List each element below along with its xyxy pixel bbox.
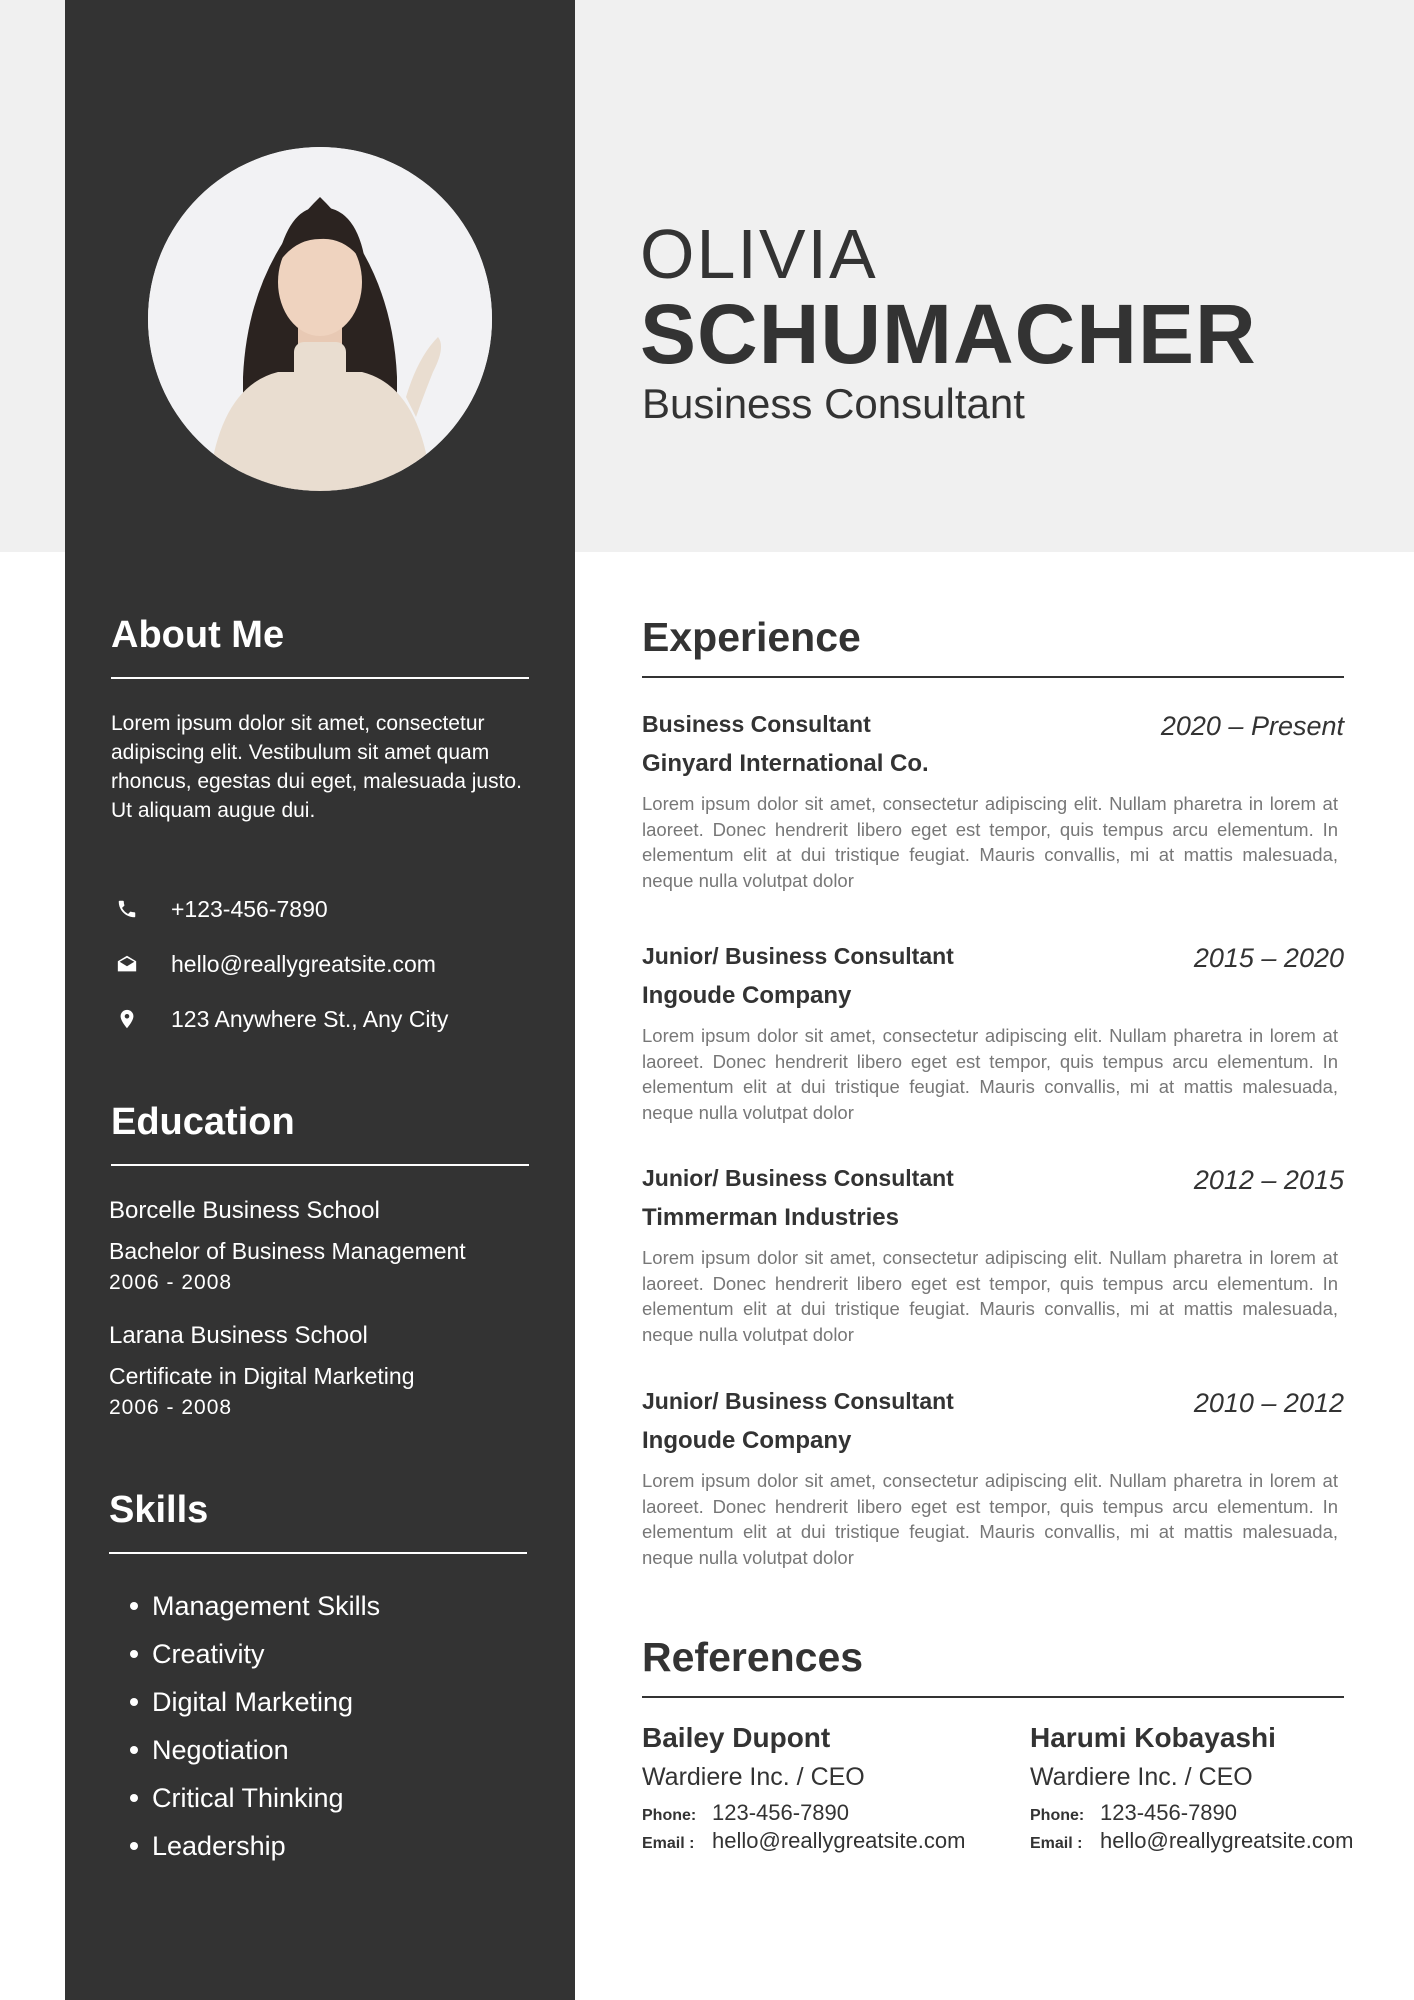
email-label: Email : xyxy=(642,1835,695,1852)
education-item xyxy=(109,1319,569,1423)
experience-date: 2012 – 2015 xyxy=(1193,1165,1344,1195)
education-school: Larana Business School xyxy=(109,1322,368,1349)
skill-label: Management Skills xyxy=(152,1591,381,1621)
about-heading: About Me xyxy=(111,614,285,656)
experience-role: Junior/ Business Consultant xyxy=(642,943,954,969)
education-heading: Education xyxy=(111,1101,295,1143)
references-heading: References xyxy=(642,1634,864,1680)
education-item xyxy=(109,1194,569,1298)
list-item xyxy=(130,1678,380,1726)
list-item xyxy=(130,1822,380,1870)
skill-label: Digital Marketing xyxy=(152,1687,354,1717)
education-years: 2006 - 2008 xyxy=(109,1396,233,1419)
experience-company: Ginyard International Co. xyxy=(642,750,929,777)
email-label: Email : xyxy=(1030,1835,1083,1852)
reference-item xyxy=(1030,1720,1390,1854)
profile-photo-illustration xyxy=(148,147,492,491)
contact-address xyxy=(111,1002,551,1036)
education-years: 2006 - 2008 xyxy=(109,1271,233,1294)
experience-divider xyxy=(642,676,1344,678)
references-divider xyxy=(642,1696,1344,1698)
reference-company: Wardiere Inc. / CEO xyxy=(1030,1763,1253,1791)
bullet-icon xyxy=(130,1794,138,1802)
skill-label: Leadership xyxy=(152,1831,286,1861)
map-pin-icon xyxy=(111,1003,143,1035)
phone-label: Phone: xyxy=(642,1807,697,1824)
reference-email xyxy=(642,1828,1002,1854)
phone-value: 123-456-7890 xyxy=(712,1800,850,1825)
experience-item xyxy=(642,709,1344,893)
job-title: Business Consultant xyxy=(642,380,1025,427)
experience-date: 2020 – Present xyxy=(1160,711,1344,741)
contact-phone xyxy=(111,892,551,926)
bullet-icon xyxy=(130,1602,138,1610)
about-divider xyxy=(111,677,529,679)
experience-role: Junior/ Business Consultant xyxy=(642,1165,954,1191)
education-divider xyxy=(111,1164,529,1166)
reference-phone xyxy=(1030,1800,1390,1826)
experience-heading: Experience xyxy=(642,614,861,660)
experience-item xyxy=(642,1163,1344,1347)
skill-label: Critical Thinking xyxy=(152,1783,344,1813)
envelope-icon xyxy=(111,948,143,980)
email-value: hello@reallygreatsite.com xyxy=(1100,1828,1354,1853)
first-name: OLIVIA xyxy=(640,215,878,293)
bullet-icon xyxy=(130,1746,138,1754)
skills-heading: Skills xyxy=(109,1489,209,1531)
list-item xyxy=(130,1630,380,1678)
experience-description: Lorem ipsum dolor sit amet, consectetur adipiscing elit. Nullam pharetra in lorem at laoreet. Donec hendrerit libero eget est tempor, quis tempus arcu elementum. In elementum elit at dui tristique feugiat. Mauris convallis, mi at mattis malesuada, neque nulla volutpat dolor xyxy=(642,1247,1338,1345)
bullet-icon xyxy=(130,1842,138,1850)
experience-role: Business Consultant xyxy=(642,711,871,737)
experience-date: 2015 – 2020 xyxy=(1193,943,1344,973)
experience-description: Lorem ipsum dolor sit amet, consectetur adipiscing elit. Nullam pharetra in lorem at laoreet. Donec hendrerit libero eget est tempor, quis tempus arcu elementum. In elementum elit at dui tristique feugiat. Mauris convallis, mi at mattis malesuada, neque nulla volutpat dolor xyxy=(642,793,1338,891)
experience-company: Ingoude Company xyxy=(642,1427,852,1454)
skills-list xyxy=(130,1582,380,1870)
reference-name: Harumi Kobayashi xyxy=(1030,1722,1276,1753)
skill-label: Creativity xyxy=(152,1639,265,1669)
education-school: Borcelle Business School xyxy=(109,1197,380,1224)
bullet-icon xyxy=(130,1698,138,1706)
experience-description: Lorem ipsum dolor sit amet, consectetur adipiscing elit. Nullam pharetra in lorem at laoreet. Donec hendrerit libero eget est tempor, quis tempus arcu elementum. In elementum elit at dui tristique feugiat. Mauris convallis, mi at mattis malesuada, neque nulla volutpat dolor xyxy=(642,1025,1338,1123)
phone-value: 123-456-7890 xyxy=(1100,1800,1238,1825)
experience-item xyxy=(642,941,1344,1125)
skill-label: Negotiation xyxy=(152,1735,289,1765)
reference-email xyxy=(1030,1828,1390,1854)
experience-date: 2010 – 2012 xyxy=(1193,1388,1344,1418)
reference-phone xyxy=(642,1800,1002,1826)
email-text: hello@reallygreatsite.com xyxy=(171,950,436,977)
experience-company: Timmerman Industries xyxy=(642,1204,899,1231)
about-text: Lorem ipsum dolor sit amet, consectetur adipiscing elit. Vestibulum sit amet quam rhoncus, egestas dui eget, malesuada justo. Ut aliquam augue dui. xyxy=(111,712,522,822)
experience-description: Lorem ipsum dolor sit amet, consectetur adipiscing elit. Nullam pharetra in lorem at laoreet. Donec hendrerit libero eget est tempor, quis tempus arcu elementum. In elementum elit at dui tristique feugiat. Mauris convallis, mi at mattis malesuada, neque nulla volutpat dolor xyxy=(642,1470,1338,1568)
list-item xyxy=(130,1774,380,1822)
address-text: 123 Anywhere St., Any City xyxy=(171,1005,449,1032)
bullet-icon xyxy=(130,1650,138,1658)
reference-name: Bailey Dupont xyxy=(642,1722,831,1753)
contact-email xyxy=(111,947,551,981)
phone-text: +123-456-7890 xyxy=(171,895,328,922)
list-item xyxy=(130,1726,380,1774)
experience-company: Ingoude Company xyxy=(642,982,852,1009)
phone-icon xyxy=(111,893,143,925)
experience-item xyxy=(642,1386,1344,1570)
list-item xyxy=(130,1582,380,1630)
reference-item xyxy=(642,1720,1002,1854)
education-degree: Certificate in Digital Marketing xyxy=(109,1363,415,1389)
profile-photo xyxy=(148,147,492,491)
phone-label: Phone: xyxy=(1030,1807,1085,1824)
last-name: SCHUMACHER xyxy=(640,287,1257,381)
skills-divider xyxy=(109,1552,527,1554)
email-value: hello@reallygreatsite.com xyxy=(712,1828,966,1853)
reference-company: Wardiere Inc. / CEO xyxy=(642,1763,865,1791)
education-degree: Bachelor of Business Management xyxy=(109,1238,466,1264)
experience-role: Junior/ Business Consultant xyxy=(642,1388,954,1414)
